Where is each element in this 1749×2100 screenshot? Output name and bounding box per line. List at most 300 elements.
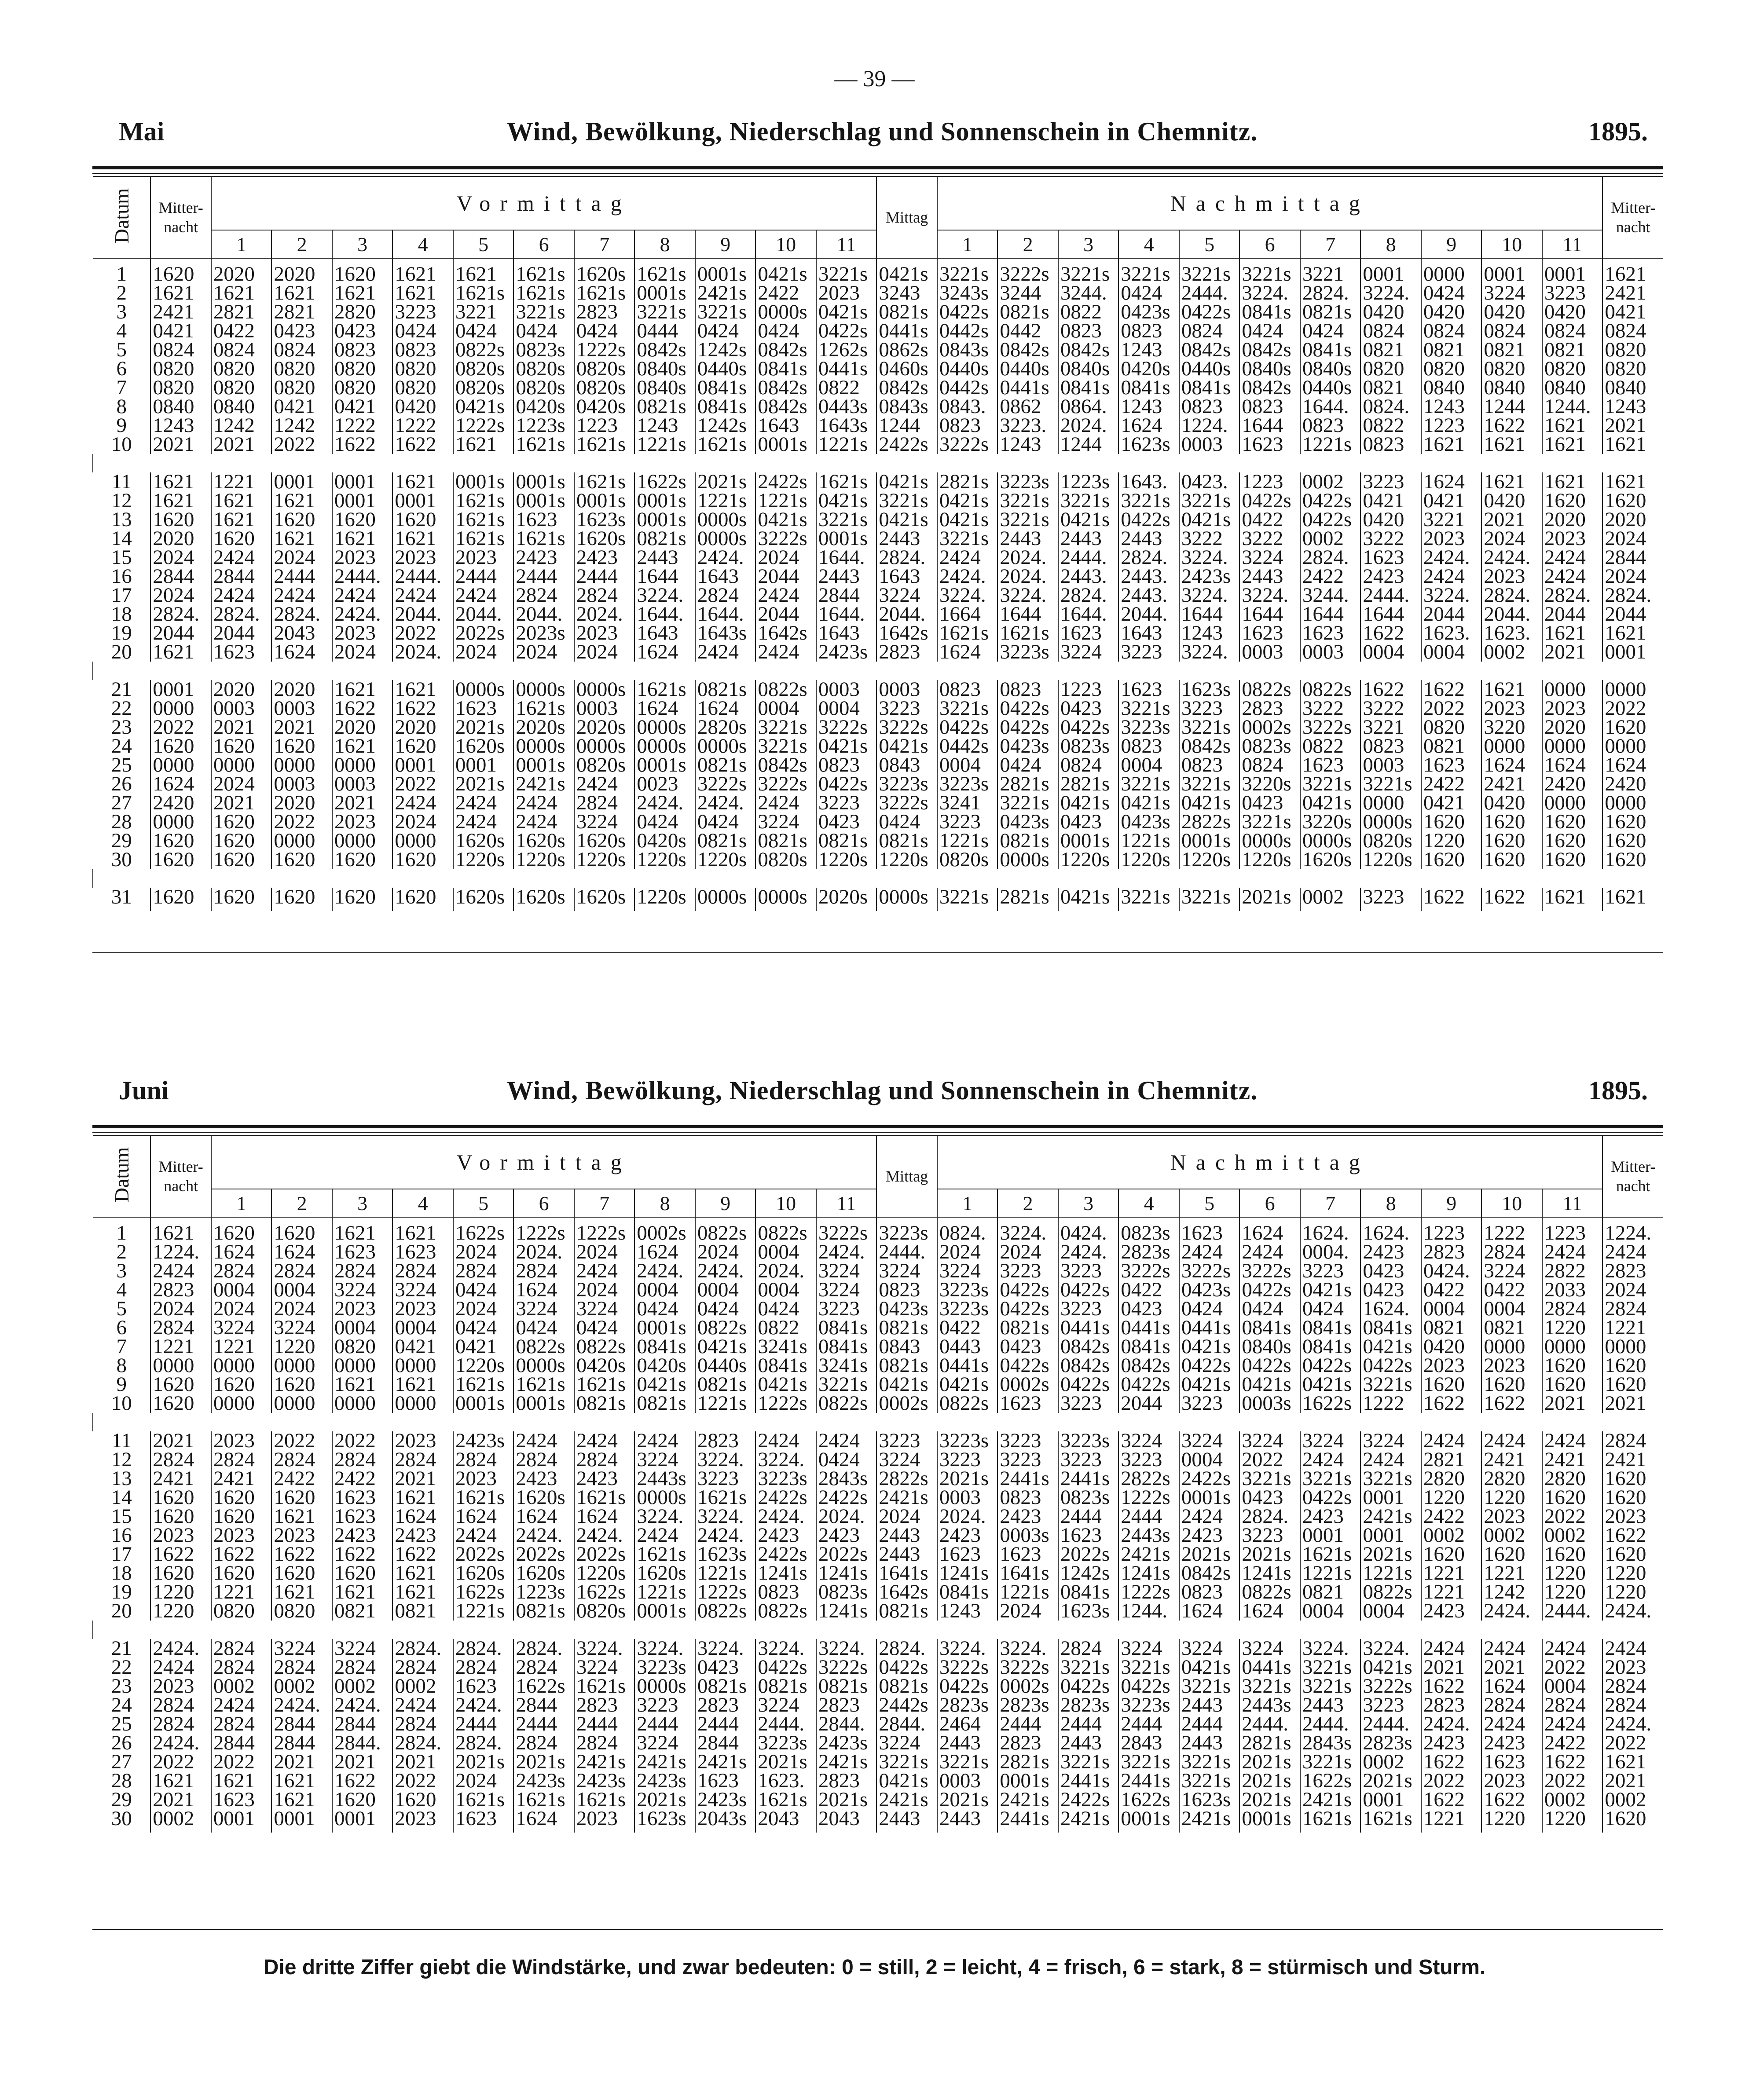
obs-cell: 2421: [1542, 1450, 1603, 1469]
obs-cell: 2423s: [574, 1771, 635, 1790]
obs-cell: 1622: [392, 435, 453, 454]
obs-cell: 0442: [997, 322, 1058, 340]
obs-cell: 2424: [1179, 1507, 1240, 1526]
filler-cell: [937, 907, 998, 911]
obs-cell: 0421s: [876, 472, 937, 491]
obs-cell: 3224.: [1239, 284, 1300, 303]
obs-cell: 0822s: [755, 680, 816, 699]
obs-cell: 1620: [1481, 1375, 1542, 1394]
obs-cell: 2824: [211, 1658, 272, 1677]
obs-cell: 0841s: [755, 359, 816, 378]
obs-cell: 3223: [997, 1431, 1058, 1450]
table-row: [93, 1469, 1663, 1488]
obs-cell: 0421s: [755, 510, 816, 529]
obs-cell: 2424: [1542, 1639, 1603, 1658]
obs-cell: 3222s: [876, 718, 937, 737]
obs-cell: 0823s: [1058, 737, 1119, 756]
obs-cell: 2021: [211, 435, 272, 454]
obs-cell: 0000: [1421, 258, 1482, 284]
obs-cell: 0820s: [574, 378, 635, 397]
obs-cell: 2021s: [1239, 1790, 1300, 1809]
obs-cell: 2424: [1481, 1639, 1542, 1658]
obs-cell: 0421: [1360, 491, 1421, 510]
obs-cell: 1621: [1602, 888, 1663, 907]
obs-cell: 0421s: [1179, 1337, 1240, 1356]
obs-cell: 2421s: [997, 1790, 1058, 1809]
obs-cell: 2844: [816, 586, 877, 605]
obs-cell: 0001: [453, 756, 514, 775]
obs-cell: 3221s: [513, 303, 574, 322]
obs-cell: 2844: [695, 1734, 756, 1752]
table-row: [93, 435, 1663, 454]
date-cell: 21: [93, 680, 150, 699]
obs-cell: 0821: [1421, 737, 1482, 756]
obs-cell: 1623: [1239, 624, 1300, 643]
obs-cell: 0423s: [876, 1299, 937, 1318]
obs-cell: 1621: [392, 472, 453, 491]
obs-cell: 3221s: [695, 303, 756, 322]
hour-header: 7: [1300, 1189, 1361, 1217]
obs-cell: 2022s: [574, 1545, 635, 1564]
obs-cell: 1621s: [513, 284, 574, 303]
col-header-mitternacht-end: Mitter-nacht: [1602, 176, 1663, 258]
obs-cell: 0004: [755, 699, 816, 718]
obs-cell: 2021: [1542, 643, 1603, 662]
filler-cell: [695, 1828, 756, 1833]
filler-cell: [453, 907, 514, 911]
obs-cell: 1221: [211, 1337, 272, 1356]
date-cell: 5: [93, 340, 150, 359]
obs-cell: 0422s: [1058, 1280, 1119, 1299]
date-cell: 5: [93, 1299, 150, 1318]
obs-cell: 2424.: [816, 1243, 877, 1262]
obs-cell: 0822s: [1360, 1583, 1421, 1602]
obs-cell: 1644.: [634, 605, 695, 624]
obs-cell: 0421s: [816, 303, 877, 322]
obs-cell: 0821s: [816, 831, 877, 850]
obs-cell: 1244.: [1542, 397, 1603, 416]
obs-cell: 0843: [876, 756, 937, 775]
obs-cell: 1620: [392, 1790, 453, 1809]
obs-cell: 0421: [1602, 303, 1663, 322]
obs-cell: 3224: [1118, 1639, 1179, 1658]
obs-cell: 0001: [1602, 643, 1663, 662]
obs-cell: 1624: [453, 1507, 514, 1526]
obs-cell: 1621s: [574, 472, 635, 491]
obs-cell: 3221s: [997, 510, 1058, 529]
obs-cell: 0000: [332, 756, 393, 775]
obs-cell: 0001s: [816, 529, 877, 548]
obs-cell: 0441s: [1179, 1318, 1240, 1337]
obs-cell: 0422: [1239, 510, 1300, 529]
obs-cell: 0423: [1360, 1280, 1421, 1299]
obs-cell: 0420: [1360, 303, 1421, 322]
obs-cell: 1620: [150, 850, 211, 869]
obs-cell: 0422s: [816, 775, 877, 794]
table-row: [93, 643, 1663, 662]
hour-header: 8: [1360, 230, 1421, 258]
obs-cell: 3221s: [1118, 888, 1179, 907]
obs-cell: 0424: [513, 1318, 574, 1337]
obs-cell: 2421: [150, 303, 211, 322]
obs-cell: 0824: [1179, 322, 1240, 340]
date-cell: 19: [93, 1583, 150, 1602]
obs-cell: 3223s: [937, 1299, 998, 1318]
obs-cell: 2444.: [876, 1243, 937, 1262]
obs-cell: 3224: [332, 1639, 393, 1658]
obs-cell: 2443: [997, 529, 1058, 548]
table-row: [93, 510, 1663, 529]
obs-cell: 0821: [1481, 1318, 1542, 1337]
obs-cell: 1221s: [453, 1602, 514, 1621]
obs-cell: 0820: [1602, 340, 1663, 359]
obs-cell: 2043: [816, 1809, 877, 1828]
obs-cell: 2044: [1421, 605, 1482, 624]
obs-cell: 0820: [211, 378, 272, 397]
obs-cell: 1620: [271, 510, 332, 529]
obs-cell: 0841s: [1300, 1337, 1361, 1356]
obs-cell: 2044.: [513, 605, 574, 624]
obs-cell: 0424: [1239, 1299, 1300, 1318]
obs-cell: 2444: [453, 1715, 514, 1734]
obs-cell: 1220: [150, 1583, 211, 1602]
obs-cell: 0823: [392, 340, 453, 359]
filler-cell: [1360, 1828, 1421, 1833]
obs-cell: 0003: [574, 699, 635, 718]
obs-cell: 2823: [876, 643, 937, 662]
obs-cell: 1624.: [1300, 1217, 1361, 1243]
obs-cell: 3222s: [695, 775, 756, 794]
obs-cell: 2823: [997, 1734, 1058, 1752]
obs-cell: 0824: [1542, 322, 1603, 340]
date-cell: 18: [93, 605, 150, 624]
obs-cell: 1620: [271, 1375, 332, 1394]
obs-cell: 0000s: [453, 680, 514, 699]
obs-cell: 0002s: [997, 1375, 1058, 1394]
obs-cell: 2824: [211, 1639, 272, 1658]
obs-cell: 2021: [1481, 510, 1542, 529]
obs-cell: 3222s: [937, 1658, 998, 1677]
obs-cell: 1624: [271, 643, 332, 662]
obs-cell: 1221s: [634, 1583, 695, 1602]
obs-cell: 2423s: [695, 1790, 756, 1809]
obs-cell: 0001s: [513, 1394, 574, 1413]
obs-cell: 3222: [1179, 529, 1240, 548]
obs-cell: 2443: [1300, 1696, 1361, 1715]
obs-cell: 3221s: [937, 1752, 998, 1771]
obs-cell: 0842s: [634, 340, 695, 359]
date-cell: 3: [93, 1262, 150, 1280]
hour-header: 1: [211, 1189, 272, 1217]
obs-cell: 2824.: [453, 1639, 514, 1658]
obs-cell: 1620: [1542, 491, 1603, 510]
obs-cell: 2424: [150, 1658, 211, 1677]
obs-cell: 3221s: [997, 491, 1058, 510]
obs-cell: 3223: [1058, 1450, 1119, 1469]
obs-cell: 0421s: [1360, 1658, 1421, 1677]
obs-cell: 1244: [876, 416, 937, 435]
obs-cell: 1621: [150, 1217, 211, 1243]
obs-cell: 0003: [1179, 435, 1240, 454]
obs-cell: 2444: [574, 1715, 635, 1734]
obs-cell: 1620: [392, 737, 453, 756]
obs-cell: 3223: [876, 1431, 937, 1450]
obs-cell: 0820s: [513, 359, 574, 378]
obs-cell: 3223s: [755, 1469, 816, 1488]
date-cell: 12: [93, 1450, 150, 1469]
obs-cell: 0820: [271, 378, 332, 397]
obs-cell: 0823: [1058, 322, 1119, 340]
obs-cell: 2421s: [574, 1752, 635, 1771]
obs-cell: 2823: [1602, 1262, 1663, 1280]
obs-cell: 3224.: [997, 1639, 1058, 1658]
obs-cell: 2444: [1118, 1507, 1179, 1526]
obs-cell: 0821: [1421, 340, 1482, 359]
obs-cell: 1221s: [997, 1583, 1058, 1602]
obs-cell: 2443: [937, 1809, 998, 1828]
obs-cell: 2844: [211, 1734, 272, 1752]
filler-cell: [1118, 907, 1179, 911]
obs-cell: 1624: [634, 1243, 695, 1262]
obs-cell: 2424: [1360, 1450, 1421, 1469]
obs-cell: 0422s: [1300, 1356, 1361, 1375]
obs-cell: 1620: [1602, 1469, 1663, 1488]
obs-cell: 0000s: [513, 680, 574, 699]
date-cell: 2: [93, 284, 150, 303]
obs-cell: 2824: [392, 1658, 453, 1677]
obs-cell: 2020: [1542, 718, 1603, 737]
obs-cell: 1641s: [997, 1564, 1058, 1583]
obs-cell: 1644: [997, 605, 1058, 624]
filler-cell: [271, 1828, 332, 1833]
obs-cell: 1621: [392, 1375, 453, 1394]
obs-cell: 3243: [876, 284, 937, 303]
obs-cell: 2424.: [453, 1696, 514, 1715]
obs-cell: 2022: [392, 775, 453, 794]
obs-cell: 1620: [1602, 1488, 1663, 1507]
obs-cell: 2824: [513, 1734, 574, 1752]
obs-cell: 3223: [876, 699, 937, 718]
obs-cell: 1621s: [1300, 1545, 1361, 1564]
obs-cell: 1624.: [1360, 1299, 1421, 1318]
obs-cell: 1222s: [574, 1217, 635, 1243]
obs-cell: 2021s: [937, 1790, 998, 1809]
obs-cell: 2424.: [574, 1526, 635, 1545]
obs-cell: 0001s: [574, 491, 635, 510]
obs-cell: 1621s: [695, 1488, 756, 1507]
obs-cell: 1664: [937, 605, 998, 624]
obs-cell: 1620s: [574, 529, 635, 548]
obs-cell: 3221s: [1179, 775, 1240, 794]
date-cell: 22: [93, 1658, 150, 1677]
obs-cell: 1623: [997, 1545, 1058, 1564]
obs-cell: 2421s: [1179, 1809, 1240, 1828]
table-row: [93, 812, 1663, 831]
date-cell: 11: [93, 472, 150, 491]
obs-cell: 0822: [1360, 416, 1421, 435]
obs-cell: 3221s: [1118, 258, 1179, 284]
table-row: [93, 258, 1663, 284]
obs-cell: 3244: [997, 284, 1058, 303]
obs-cell: 0421s: [1179, 510, 1240, 529]
obs-cell: 0420s: [634, 831, 695, 850]
obs-cell: 1621: [332, 1217, 393, 1243]
table-row: [93, 1564, 1663, 1583]
obs-cell: 2422s: [876, 435, 937, 454]
obs-cell: 1622: [1542, 1752, 1603, 1771]
obs-cell: 1622: [392, 1545, 453, 1564]
obs-cell: 1620: [211, 831, 272, 850]
date-cell: 9: [93, 1375, 150, 1394]
obs-cell: 2443.: [1058, 567, 1119, 586]
filler-cell: [1421, 907, 1482, 911]
obs-cell: 2424: [392, 794, 453, 812]
obs-cell: 2424: [211, 548, 272, 567]
obs-cell: 0840: [211, 397, 272, 416]
obs-cell: 0004: [1179, 1450, 1240, 1469]
obs-cell: 2824.: [1058, 586, 1119, 605]
obs-cell: 2424: [1239, 1243, 1300, 1262]
obs-cell: 2421s: [876, 1790, 937, 1809]
obs-cell: 2423: [1421, 1734, 1482, 1752]
hour-header: 8: [634, 1189, 695, 1217]
obs-cell: 0422: [1118, 1280, 1179, 1299]
obs-cell: 1621: [392, 529, 453, 548]
obs-cell: 0420s: [634, 1356, 695, 1375]
obs-cell: 1622: [1602, 1526, 1663, 1545]
hour-header: 2: [271, 230, 332, 258]
obs-cell: 3221s: [1300, 1469, 1361, 1488]
obs-cell: 1622s: [453, 1583, 514, 1602]
obs-cell: 0822s: [816, 1394, 877, 1413]
obs-cell: 3223: [997, 1262, 1058, 1280]
obs-cell: 2024.: [755, 1262, 816, 1280]
obs-cell: 1620: [1481, 812, 1542, 831]
obs-cell: 0004: [634, 1280, 695, 1299]
obs-cell: 0823: [1239, 397, 1300, 416]
obs-cell: 0000: [150, 756, 211, 775]
obs-cell: 0821s: [876, 1677, 937, 1696]
obs-cell: 1220s: [513, 850, 574, 869]
obs-cell: 1620s: [574, 888, 635, 907]
table-row: [93, 416, 1663, 435]
obs-cell: 3221s: [1179, 718, 1240, 737]
obs-cell: 1622: [1421, 1790, 1482, 1809]
obs-cell: 0424: [453, 322, 514, 340]
obs-cell: 2022: [1542, 1507, 1603, 1526]
obs-cell: 2023: [392, 548, 453, 567]
obs-cell: 2443: [634, 548, 695, 567]
obs-cell: 2823s: [1360, 1734, 1421, 1752]
obs-cell: 0001s: [513, 756, 574, 775]
obs-cell: 1643: [816, 624, 877, 643]
obs-cell: 1221: [1602, 1318, 1663, 1337]
obs-cell: 2824: [150, 1318, 211, 1337]
obs-cell: 1644.: [1300, 397, 1361, 416]
obs-cell: 2023: [332, 812, 393, 831]
filler-cell: [634, 1828, 695, 1833]
col-header-mittag: Mittag: [876, 176, 937, 258]
obs-cell: 2024: [211, 775, 272, 794]
obs-cell: 3221s: [1360, 1375, 1421, 1394]
obs-cell: 0820s: [574, 359, 635, 378]
obs-cell: 2423: [755, 1526, 816, 1545]
obs-cell: 3224.: [1360, 284, 1421, 303]
obs-cell: 1621s: [574, 1790, 635, 1809]
obs-cell: 0820: [271, 359, 332, 378]
obs-cell: 0421s: [1058, 510, 1119, 529]
obs-cell: 3224: [574, 812, 635, 831]
obs-cell: 0821s: [876, 1318, 937, 1337]
obs-cell: 0424: [1179, 1299, 1240, 1318]
obs-cell: 1622s: [1300, 1771, 1361, 1790]
obs-cell: 0824: [1602, 322, 1663, 340]
obs-cell: 3224: [271, 1639, 332, 1658]
obs-cell: 0424: [1239, 322, 1300, 340]
obs-cell: 1620: [1602, 1809, 1663, 1828]
obs-cell: 1620: [332, 258, 393, 284]
obs-cell: 1222: [1360, 1394, 1421, 1413]
obs-cell: 1621: [271, 1790, 332, 1809]
obs-cell: 3223s: [1118, 1696, 1179, 1715]
obs-cell: 1643: [1118, 624, 1179, 643]
obs-cell: 2021s: [453, 775, 514, 794]
obs-cell: 0002: [1481, 1526, 1542, 1545]
obs-cell: 1621: [271, 529, 332, 548]
obs-cell: 0421s: [876, 510, 937, 529]
obs-cell: 1220s: [634, 850, 695, 869]
obs-cell: 2020: [271, 794, 332, 812]
obs-cell: 2423: [937, 1526, 998, 1545]
obs-cell: 2441s: [1058, 1771, 1119, 1790]
obs-cell: 3223: [1360, 888, 1421, 907]
obs-cell: 2424.: [513, 1526, 574, 1545]
table-row: [93, 1217, 1663, 1243]
date-cell: 27: [93, 1752, 150, 1771]
obs-cell: 0820s: [1360, 831, 1421, 850]
obs-cell: 0422s: [1300, 491, 1361, 510]
obs-cell: 2021: [150, 1790, 211, 1809]
obs-cell: 1623: [392, 1243, 453, 1262]
obs-cell: 3221s: [1179, 1752, 1240, 1771]
obs-cell: 2844: [271, 1715, 332, 1734]
obs-cell: 0821s: [997, 831, 1058, 850]
obs-cell: 2424.: [937, 567, 998, 586]
obs-cell: 0821s: [634, 397, 695, 416]
obs-cell: 2824: [574, 794, 635, 812]
obs-cell: 3221s: [755, 737, 816, 756]
obs-cell: 0421s: [1360, 1337, 1421, 1356]
obs-cell: 2441s: [1118, 1771, 1179, 1790]
obs-cell: 1241s: [937, 1564, 998, 1583]
obs-cell: 3223: [816, 1299, 877, 1318]
obs-cell: 3224: [1481, 1262, 1542, 1280]
obs-cell: 2023: [1481, 1356, 1542, 1375]
obs-cell: 0822s: [513, 1337, 574, 1356]
obs-cell: 2422s: [755, 472, 816, 491]
date-cell: 25: [93, 756, 150, 775]
obs-cell: 2422: [1542, 1734, 1603, 1752]
obs-cell: 1623: [1481, 1752, 1542, 1771]
obs-cell: 2423: [816, 1526, 877, 1545]
obs-cell: 2821: [271, 303, 332, 322]
obs-cell: 1622: [1421, 1394, 1482, 1413]
obs-cell: 2424.: [695, 1526, 756, 1545]
obs-cell: 2020: [211, 258, 272, 284]
filler-cell: [997, 1828, 1058, 1833]
obs-cell: 0424: [695, 1299, 756, 1318]
date-cell: 10: [93, 1394, 150, 1413]
